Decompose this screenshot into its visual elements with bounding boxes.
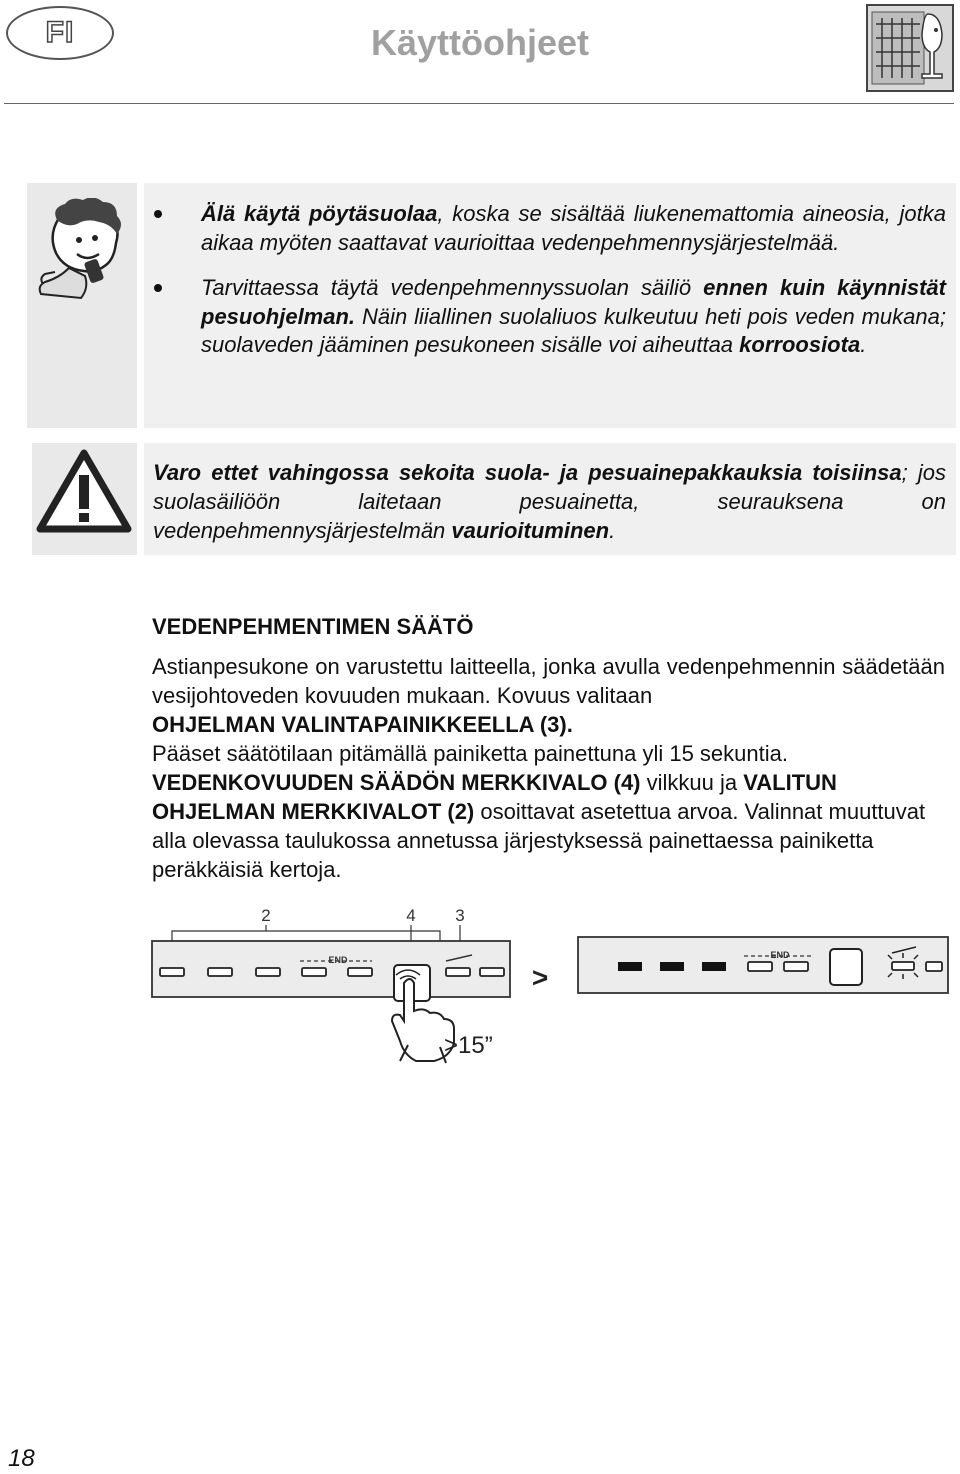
warning-emphasis: vaurioituminen xyxy=(451,518,610,543)
control-panel-diagram xyxy=(140,895,960,1065)
header-divider xyxy=(4,103,954,104)
cartoon-woman-icon xyxy=(29,198,135,302)
warning-text xyxy=(153,458,946,545)
bullet-icon xyxy=(154,284,162,292)
tip-text: Näin liiallinen suolaliuos kulkeutuu heti pois veden mukana; suolaveden jääminen pesukoneen sisälle voi aiheuttaa xyxy=(201,303,946,357)
paragraph-emphasis: OHJELMAN VALINTAPAINIKKEELLA (3). xyxy=(152,712,573,737)
callout-3: 3 xyxy=(455,906,465,925)
right-indicator-last xyxy=(926,962,942,971)
program-button-right xyxy=(830,949,862,985)
paragraph-text: Pääset säätötilaan pitämällä painiketta painettuna yli 15 sekuntia. xyxy=(152,741,788,766)
end-label-left: END xyxy=(328,955,348,965)
section-heading: VEDENPEHMENTIMEN SÄÄTÖ xyxy=(152,614,474,639)
warning-icon-panel xyxy=(32,443,137,555)
paragraph-text: vilkkuu ja xyxy=(640,770,744,795)
press-duration-label: >15” xyxy=(444,1032,493,1059)
tip-text: Tarvittaessa täytä vedenpehmennyssuolan säiliö xyxy=(201,275,704,300)
paragraph xyxy=(152,739,945,768)
paragraph xyxy=(152,768,945,884)
arrow-symbol: > xyxy=(531,962,549,993)
warning-body: ; jos suolasäiliöön laitetaan pesuainetta, seurauksena on vedenpehmennysjärjestelmän xyxy=(153,460,946,543)
page-title: Käyttöohjeet xyxy=(370,22,590,63)
tip-emphasis: korroosiota xyxy=(739,332,861,357)
tip-text: , koska se sisältää liukenemattomia aineosia, jotka aikaa myöten saattavat vaurioittaa vedenpehmennysjärjestelmää. xyxy=(201,201,946,255)
tip-emphasis: ennen kuin käynnistät pesuohjelman. xyxy=(201,275,946,329)
tip-text: . xyxy=(860,332,867,357)
callout-4: 4 xyxy=(406,906,416,925)
end-label-right: END xyxy=(770,950,790,960)
warning-body: . xyxy=(609,518,616,543)
page-number: 18 xyxy=(8,1445,35,1472)
paragraph-text: osoittavat asetettua arvoa. Valinnat muuttuvat alla olevassa taulukossa annetussa järjestyksessä painettaessa painiketta peräkkäisiä kertoja. xyxy=(152,799,926,882)
list-item xyxy=(150,274,946,360)
language-code: FI xyxy=(45,16,75,49)
list-item xyxy=(150,200,946,257)
warning-emphasis: Varo ettet vahingossa sekoita suola- ja pesuainepakkauksia toisiinsa xyxy=(153,460,902,485)
tip-emphasis: Älä käytä pöytäsuolaa xyxy=(201,201,438,226)
tips-icon-panel xyxy=(27,183,137,428)
warning-triangle-icon xyxy=(36,449,132,535)
right-indicator-lights-on xyxy=(618,962,726,971)
paragraph-text: Astianpesukone on varustettu laitteella, jonka avulla vedenpehmennin säädetään vesijohtoveden kovuuden mukaan. Kovuus valitaan xyxy=(152,654,945,708)
paragraph xyxy=(152,652,945,739)
paragraph-emphasis: VALITUN OHJELMAN MERKKIVALOT (2) xyxy=(152,770,837,824)
tips-list xyxy=(150,200,946,377)
dishwasher-glass-icon xyxy=(866,4,954,92)
bullet-icon xyxy=(154,210,162,218)
callout-2: 2 xyxy=(261,906,271,925)
section-body xyxy=(152,652,945,884)
paragraph-emphasis: VEDENKOVUUDEN SÄÄDÖN MERKKIVALO (4) xyxy=(152,770,641,795)
